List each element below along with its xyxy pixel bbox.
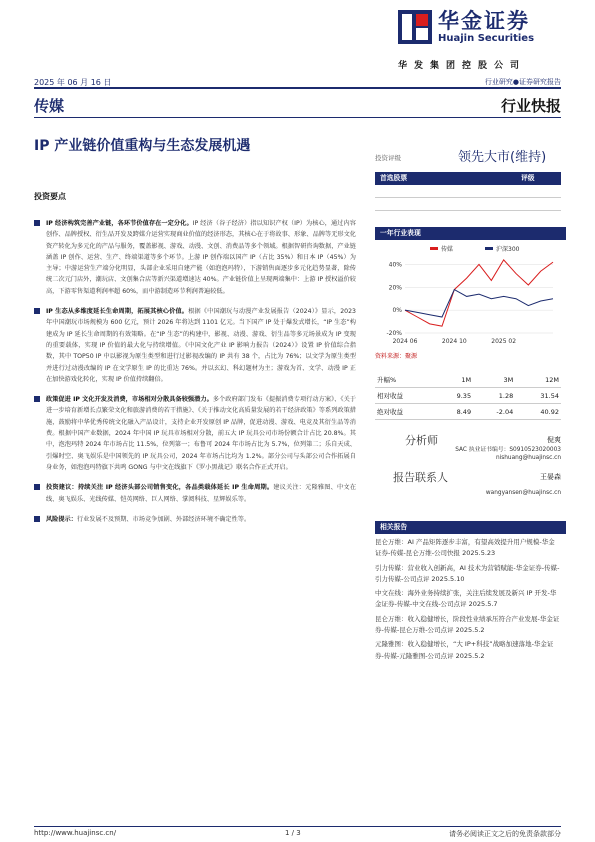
x-tick-label: 2024 06 [392, 338, 418, 345]
table-row [375, 372, 561, 388]
paragraph-lead: 风险提示： [46, 515, 77, 523]
y-tick-label: 40% [388, 261, 402, 269]
x-tick-label: 2025 02 [491, 338, 517, 345]
contact-name: 王晏森 [540, 473, 561, 481]
performance-table [375, 372, 561, 420]
square-bullet-icon [34, 308, 40, 314]
legend-label: 传媒 [441, 246, 454, 253]
rating-value: 领先大市(维持) [458, 150, 547, 165]
y-tick-label: 20% [388, 284, 402, 292]
paragraph-body: IP 经济（谷子经济）指以知识产权（IP）为核心，通过内容创作、品牌授权、衍生品开发及跨媒介运营实现商业价值的经济形态，其核心在于将故事、形象、品牌等无形文化资产转化为多元化的产品与服务，覆盖影视、游戏、动漫、文创、消费品等多个领域。根据智研咨询数据，产业链涵盖 IP 创作、运营、生产、终端渠道等多个环节。上游 IP 创作端以国产 IP（占比 35%）和日本 IP（45%）为主导；中游运营生产端分化明显，头部企业采用自建产能（如泡泡玛特），下游销售面逐步多元化趋势显著，除传统二次元门店外，潮玩店、文创集合店等新兴渠道增速达 40%。产业链价值上呈现两端集中：上游 IP 授权溢价较高，下游零售渠道利润率超 60%，而中游制造环节利润普遍较低。 [46, 220, 356, 295]
table-cell: 升幅% [375, 372, 436, 388]
key-points-title: 投资要点 [34, 192, 66, 201]
y-tick-label: -20% [386, 330, 402, 337]
related-title: 相关报告 [375, 521, 566, 534]
paragraph-lead: 政策促进 IP 文化开发及消费，市场相对分散具备较强潜力。 [46, 396, 213, 404]
related-report-link[interactable]: 元隆雅图：收入稳健增长，“大 IP+科技”战略加速落地-华金证券-传媒-元隆雅图-公司点评 2025.5.2 [375, 640, 554, 660]
chart-svg [375, 245, 561, 345]
table-row [375, 404, 561, 420]
related-report-link[interactable]: 中文在线：海外业务持续扩张，关注后续发展及新兴 IP 开发-华金证券-传媒-中文在线-公司点评 2025.5.7 [375, 589, 557, 609]
table-cell: 12M [515, 372, 561, 388]
paragraph-body: 根据《中国潮玩与动漫产业发展报告（2024）》显示，2023 年中国潮玩市场规模为 600 亿元，预计 2026 年将达到 1101 亿元。当下国产 IP 处于爆发式增长，“IP 生态”构建成为 IP 延长生命周期的有效策略。在“IP 生态”的构建中，影视、动漫、游戏、衍生品等多元场景成为 IP 变现的重要载体，实现 IP 价值的最大化与持续增值。《中国文化产业 IP 影响力报告（2024）》设置 IP 价值综合指数，其中 TOP50 IP 中以影视为原生类型和进行过影视改编的 IP 共有 38 个，占比为 76%；以文学为原生类型并进行过动漫改编的 IP 在文学原生 IP 的比重达 76%。并以玄幻、科幻题材为主；游戏为首、文学、动漫 IP 正在加快游戏化转化，实现 IP 价值持续翻倍。 [46, 308, 356, 383]
stock-col-rating: 评级 [521, 174, 535, 182]
table-cell: 3M [473, 372, 515, 388]
paragraph [34, 514, 356, 525]
analyst-name: 倪爽 [547, 436, 561, 444]
paragraph-body: 多个政府部门发布《提振消费专项行动方案》、《关于进一步培育新增长点繁荣文化和旅游消费的若干措施》、《关于推动文化高质量发展的若干经济政策》等系列政策措施，鼓励将中华优秀传统文化融入产品设计，支持企业开发原创 IP 品牌，促进动漫、游戏、电竞及其衍生品等消费。根据中国产业数据，2024 年中国 IP 玩具市场相对分散，前五大 IP 玩具公司市场份额合计占比 20.8%。其中，泡泡玛特 2024 年市场占比 11.5%，位列第一；布鲁可 2024 年市场占比为 5.7%，位列第二；乐自天成、引爆时空、奥飞娱乐是中国领先的 IP 玩具公司，2024 年市场占比均为 1.2%。部分公司与头部公司合作拓展自身业务，如泡泡玛特旗下共鸣 GONG 与中文在线旗下《罗小黑战记》联名合作正式开启。 [46, 396, 356, 471]
contact-email[interactable]: wangyansen@huajinsc.cn [485, 490, 561, 496]
paragraph-lead: 投资建议：持续关注 IP 经济头部公司销售变化，各品类载体延长 IP 生命周期。 [46, 484, 274, 492]
brand-logo [398, 8, 568, 50]
square-bullet-icon [34, 220, 40, 226]
related-report-link[interactable]: 昆仑万维：收入稳健增长，阶段性业绩承压符合产业发展-华金证券-传媒-昆仑万维-公司点评 2025.5.2 [375, 614, 560, 635]
paragraph [34, 482, 356, 505]
related-report-link[interactable]: 昆仑万维：AI 产品矩阵逐步丰富，有望高效提升用户规模-华金证券-传媒-昆仑万维-公司快报 2025.5.23 [375, 538, 555, 558]
paragraph [34, 218, 356, 297]
table-row [375, 388, 561, 404]
huajin-logo-icon [398, 10, 432, 44]
main-column [34, 218, 356, 534]
table-cell: 1M [436, 372, 473, 388]
related-reports [375, 537, 561, 665]
analyst-cert: SAC 执业证书编号：S0910523020003 [455, 447, 561, 453]
paragraph-lead: IP 经济构筑完善产业链，各环节价值存在一定分化。 [46, 220, 193, 227]
x-tick-label: 2024 10 [441, 338, 467, 345]
square-bullet-icon [34, 396, 40, 402]
paragraph [34, 394, 356, 473]
stock-table-header [375, 172, 561, 210]
paragraph [34, 306, 356, 385]
disclaimer-note: 请务必阅读正文之后的免责条款部分 [449, 830, 561, 838]
table-cell: 1.28 [473, 388, 515, 404]
analyst-label: 分析师 [405, 434, 438, 447]
square-bullet-icon [34, 484, 40, 490]
analyst-email[interactable]: nishuang@huajinsc.cn [495, 455, 561, 461]
legend-label: 沪深300 [496, 246, 520, 253]
square-bullet-icon [34, 516, 40, 522]
title-divider [34, 117, 561, 118]
legend-swatch [430, 247, 438, 250]
chart-source: 资料来源：聚源 [375, 353, 418, 360]
industry-name: 传媒 [34, 97, 65, 115]
footer-url[interactable]: http://www.huajinsc.cn/ [34, 829, 117, 837]
report-title: IP 产业链价值重构与生态发展机遇 [34, 138, 251, 154]
legend-swatch [485, 247, 493, 250]
brand-group: 华发集团控股公司 [398, 61, 527, 71]
report-category: 行业研究●证券研究报告 [484, 78, 561, 86]
rating-label: 投资评级 [375, 154, 401, 162]
table-cell: 40.92 [515, 404, 561, 420]
industry-performance-chart [375, 245, 561, 345]
series-line [405, 290, 553, 317]
report-kind: 行业快报 [500, 97, 561, 115]
header-divider [34, 87, 561, 89]
chart-section-title: 一年行业表现 [375, 227, 566, 240]
paragraph-lead: IP 生态从多维度延长生命周期，拓展其核心价值。 [46, 308, 189, 316]
related-report-link[interactable]: 引力传媒：营业收入创新高，AI 技术为营销赋能-华金证券-传媒-引力传媒-公司点评 2025.5.10 [375, 563, 560, 583]
table-cell: 31.54 [515, 388, 561, 404]
contact-label: 报告联系人 [393, 471, 448, 484]
table-cell: -2.04 [473, 404, 515, 420]
table-cell: 8.49 [436, 404, 473, 420]
brand-name-en: Huajin Securities [438, 33, 535, 44]
page-number: 1 / 3 [285, 829, 301, 837]
y-tick-label: 0% [392, 307, 402, 315]
paragraph-body: 行业发展不及预期、市场竞争加剧、外部经济环境不确定性等。 [76, 515, 251, 523]
analyst-block [375, 432, 561, 497]
stock-col-name: 首选股票 [380, 174, 408, 182]
paragraph-body: 建议关注：元隆雅图、中文在线、奥飞娱乐、光线传媒、恺英网络、巨人网络、掌阅科技、星辉娱乐等。 [46, 484, 357, 503]
series-line [405, 260, 553, 326]
table-cell: 9.35 [436, 388, 473, 404]
brand-name-cn: 华金证券 [438, 9, 530, 33]
table-cell: 相对收益 [375, 388, 436, 404]
footer-divider [34, 826, 561, 827]
report-date: 2025 年 06 月 16 日 [34, 78, 112, 87]
table-cell: 绝对收益 [375, 404, 436, 420]
